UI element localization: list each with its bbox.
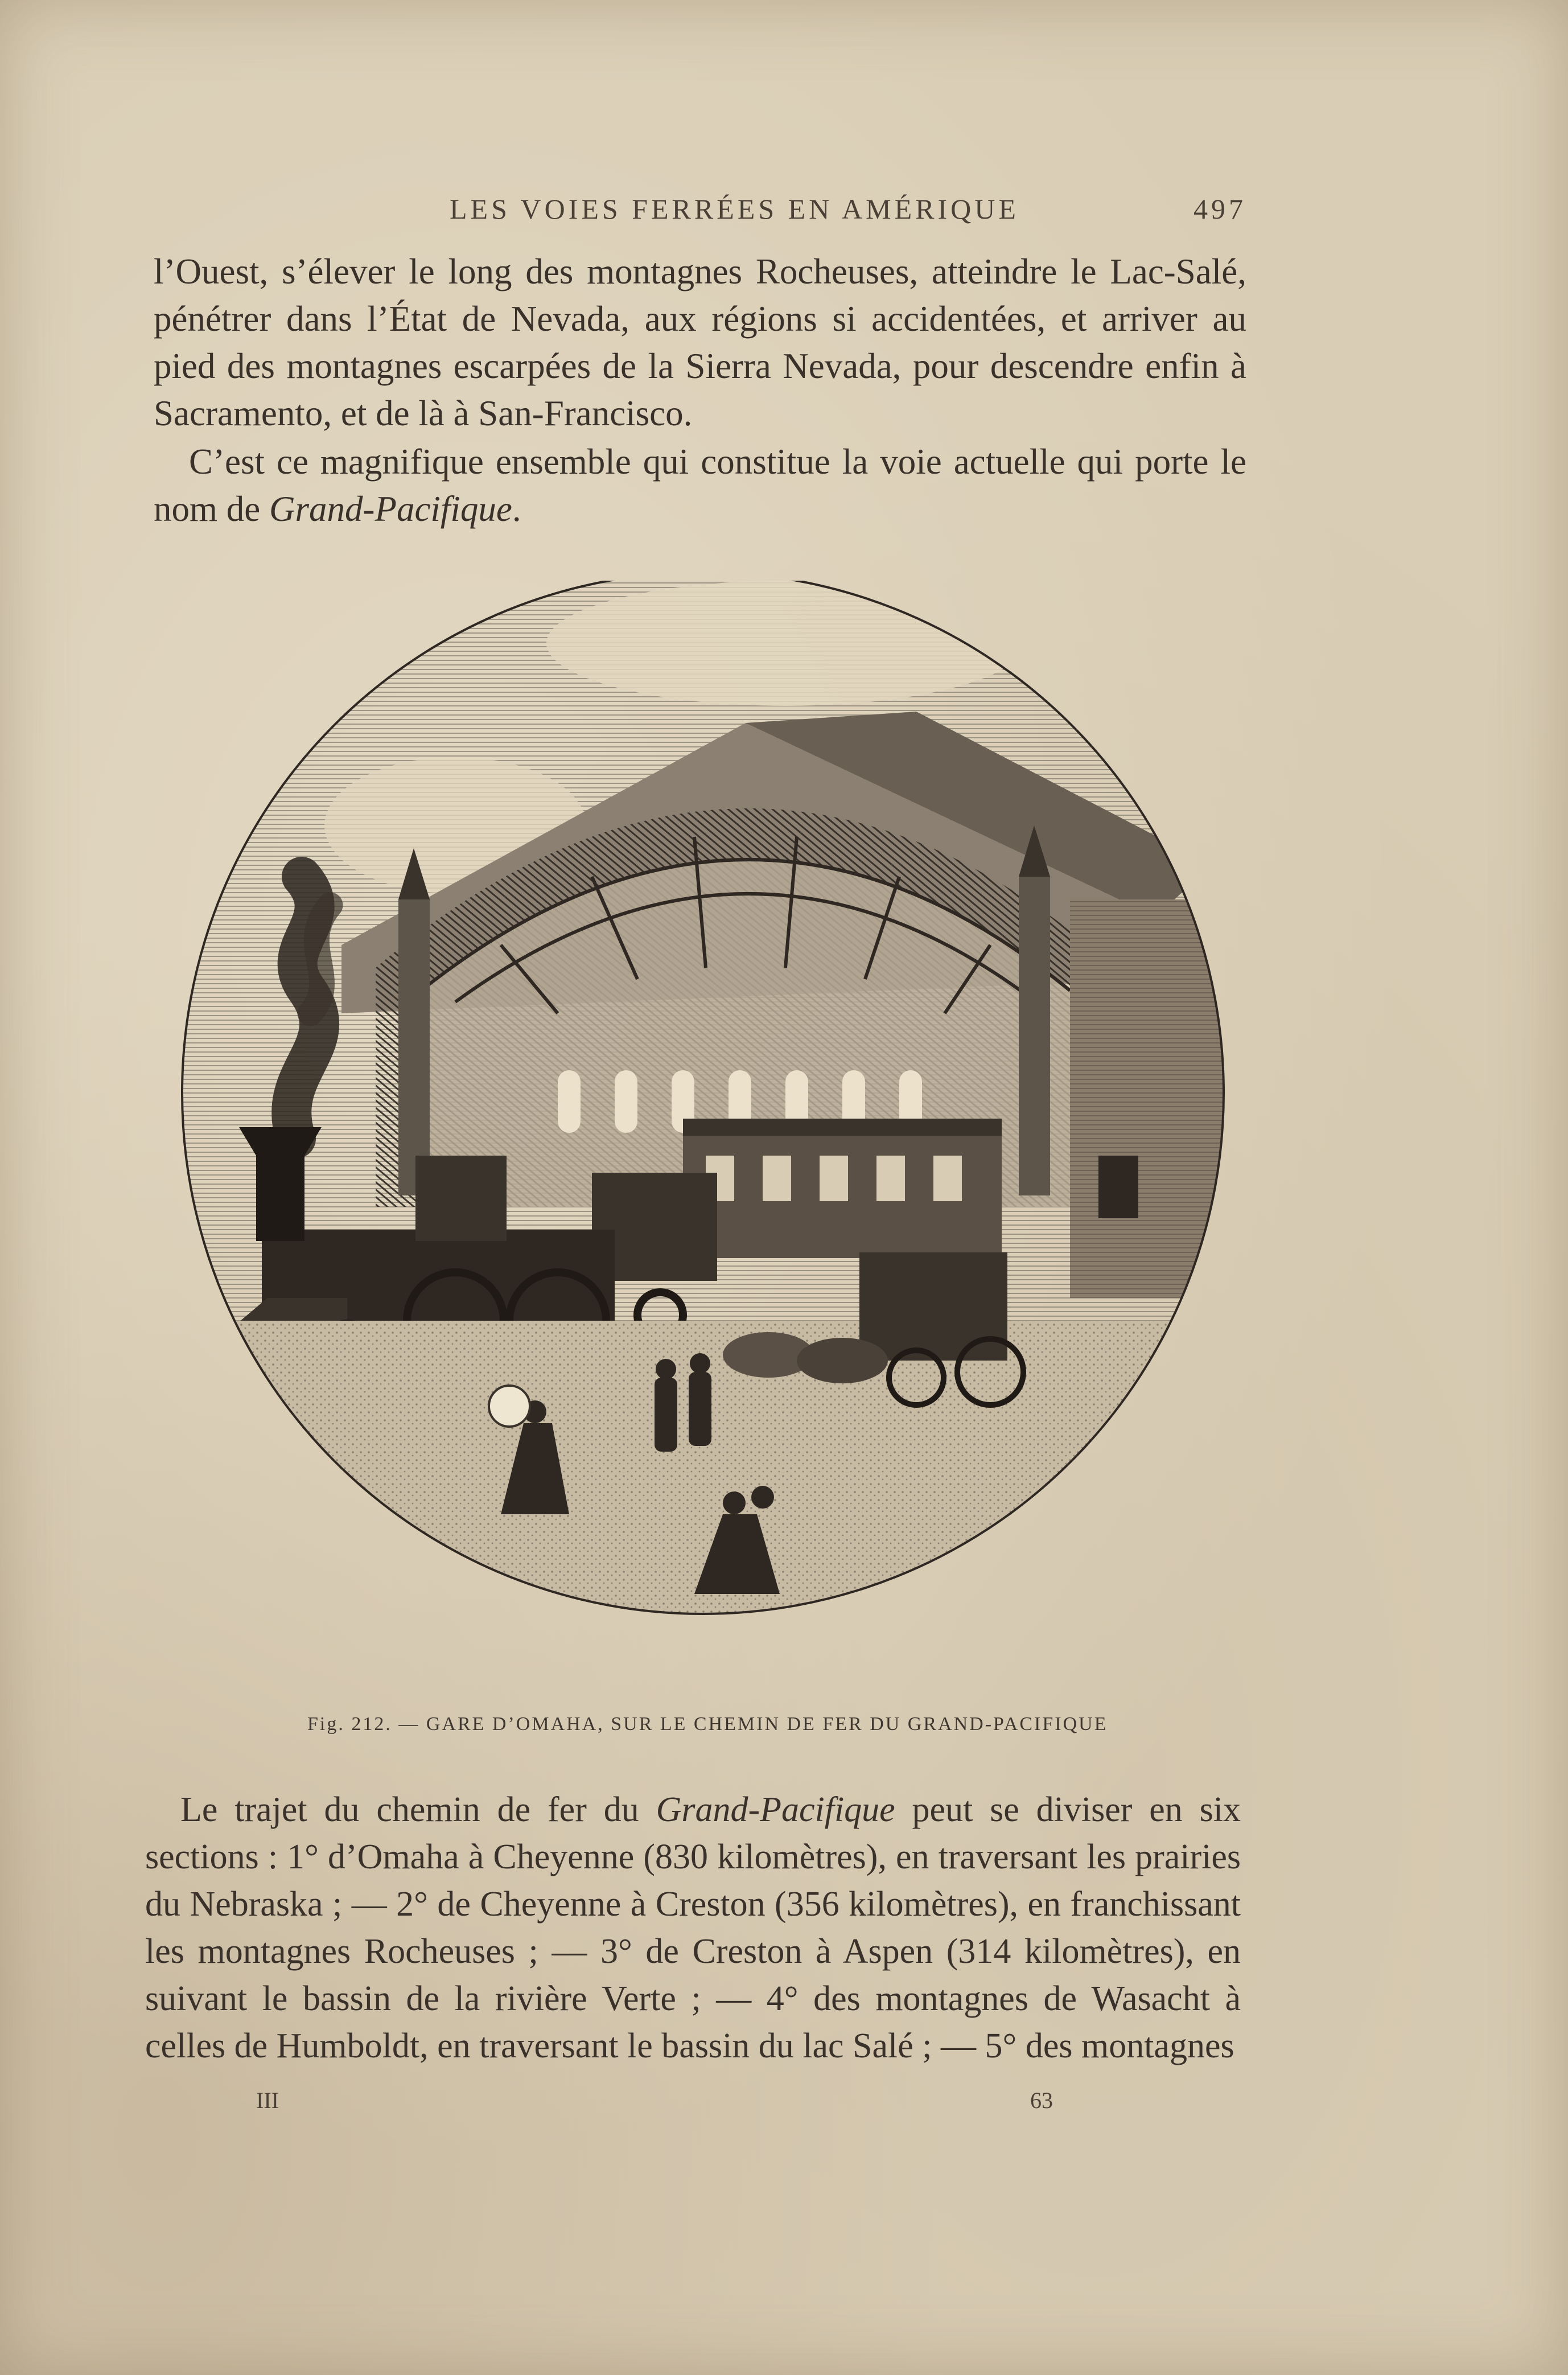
figure-212 (159, 581, 1241, 1696)
paragraph-2-text (154, 438, 1246, 533)
sheet-number: 63 (1030, 2088, 1053, 2113)
paragraph-1-text: l’Ouest, s’élever le long des montagnes Rocheuses, atteindre le Lac-Salé, pénétrer dans l’État de Nevada, aux régions si accidentées, et arriver au pied des montagnes escarpées de la Sierra Nevada, pour descendre enfin à Sacramento, et de là à San-Francisco. (154, 252, 1246, 433)
grand-pacifique-italic: Grand-Pacifique (269, 489, 512, 529)
figure-caption: Fig. 212. — GARE D’OMAHA, SUR LE CHEMIN DE FER DU GRAND-PACIFIQUE (307, 1714, 1108, 1735)
paragraph-3-text (145, 1786, 1241, 2070)
paragraph-3-part-a: Le trajet du chemin de fer du (180, 1790, 656, 1829)
signature-mark: III (256, 2088, 279, 2113)
paragraph-2-part-a: C’est ce magnifique ensemble qui constitue la voie actuelle qui porte le nom de (154, 442, 1246, 529)
grand-pacifique-italic-2: Grand-Pacifique (656, 1790, 895, 1829)
page-number: 497 (1194, 193, 1246, 225)
paragraph-2 (154, 438, 1246, 533)
paragraph-1 (154, 248, 1246, 437)
running-title: LES VOIES FERRÉES EN AMÉRIQUE (450, 193, 1019, 225)
paragraph-2-part-b: . (512, 489, 521, 529)
paragraph-3-part-b: peut se diviser en six sections : 1° d’Omaha à Cheyenne (830 kilomètres), en traversant les prairies du Nebraska ; — 2° de Cheyenne à Creston (356 kilomètres), en franchissant les montagnes Rocheuses ; — 3° de Creston à Aspen (314 kilomètres), en suivant le bassin de la rivière Verte ; — 4° des montagnes de Wasacht à celles de Humboldt, en traversant le bassin du lac Salé ; — 5° des montagnes (145, 1790, 1241, 2065)
omaha-station-engraving (159, 581, 1241, 1696)
paragraph-3 (145, 1786, 1241, 2070)
